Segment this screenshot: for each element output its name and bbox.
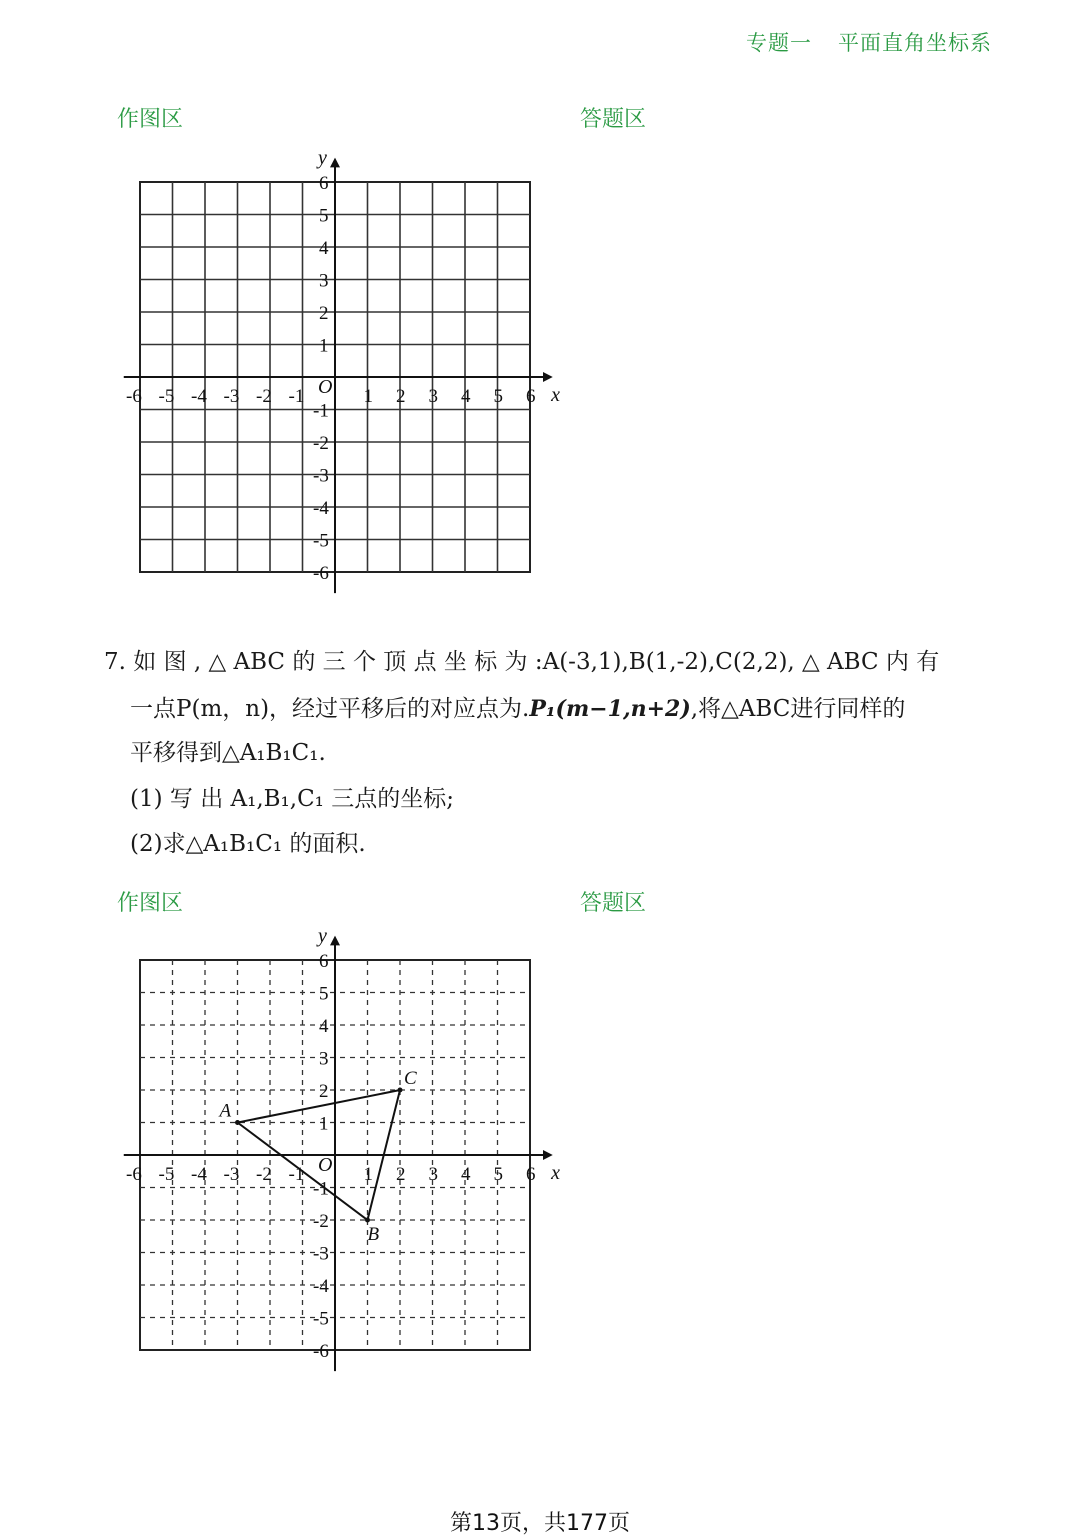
y-tick-label: -2 bbox=[313, 1211, 329, 1232]
x-tick-label: -6 bbox=[126, 386, 142, 407]
question-7-subquestion-2: (2)求△A₁B₁C₁ 的面积. bbox=[130, 831, 366, 857]
y-tick-label: -4 bbox=[313, 1276, 329, 1297]
y-tick-label: -6 bbox=[313, 1341, 329, 1362]
y-tick-label: 1 bbox=[319, 1113, 329, 1135]
x-tick-label: -3 bbox=[223, 386, 240, 407]
question-7-line-2-text-a: 一点P(m，n)，经过平移后的对应点为. bbox=[130, 696, 530, 722]
y-axis-label: y bbox=[318, 147, 327, 170]
translated-point-formula: P₁(m−1,n+2) bbox=[529, 696, 691, 722]
draw-area-label: 作图区 bbox=[117, 107, 184, 132]
x-tick-label: 6 bbox=[526, 386, 536, 407]
x-axis-label: x bbox=[551, 384, 561, 406]
y-tick-label: 5 bbox=[319, 205, 329, 227]
x-tick-label: 3 bbox=[428, 1164, 438, 1185]
y-tick-label: 3 bbox=[319, 270, 329, 292]
y-tick-label: 6 bbox=[319, 173, 329, 194]
question-7-subquestion-1: (1) 写 出 A₁,B₁,C₁ 三点的坐标; bbox=[130, 786, 454, 812]
vertex-label: C bbox=[404, 1068, 417, 1089]
y-tick-label: 5 bbox=[319, 983, 329, 1005]
x-tick-label: 4 bbox=[461, 386, 471, 407]
x-tick-label: 5 bbox=[493, 386, 503, 407]
x-tick-label: -2 bbox=[256, 386, 272, 407]
x-tick-label: 3 bbox=[428, 386, 438, 407]
vertex-point bbox=[365, 1218, 370, 1223]
vertex-point bbox=[398, 1088, 403, 1093]
x-tick-label: 2 bbox=[396, 386, 406, 407]
x-tick-label: -4 bbox=[191, 386, 207, 407]
vertex-label: A bbox=[219, 1100, 232, 1122]
y-tick-label: 4 bbox=[319, 238, 329, 259]
y-tick-label: 3 bbox=[319, 1048, 329, 1070]
y-tick-label: -5 bbox=[313, 530, 329, 552]
question-7-line-3: 平移得到△A₁B₁C₁. bbox=[130, 740, 326, 766]
answer-area-label: 答题区 bbox=[580, 107, 647, 132]
y-tick-label: 4 bbox=[319, 1016, 329, 1037]
draw-area-label-2: 作图区 bbox=[117, 891, 184, 916]
y-tick-label: -3 bbox=[313, 465, 329, 487]
y-tick-label: -4 bbox=[313, 498, 329, 519]
x-tick-label: -1 bbox=[288, 1164, 305, 1185]
y-axis-label: y bbox=[318, 925, 327, 948]
x-tick-label: 1 bbox=[363, 386, 373, 407]
header-title: 平面直角坐标系 bbox=[838, 31, 992, 55]
x-axis-label: x bbox=[551, 1162, 561, 1184]
x-tick-label: -5 bbox=[158, 1164, 175, 1185]
x-tick-label: 6 bbox=[526, 1164, 536, 1185]
x-axis-arrow bbox=[543, 1150, 553, 1160]
question-7-line-2-text-b: ,将△ABC进行同样的 bbox=[690, 696, 906, 722]
y-tick-label: 2 bbox=[319, 1081, 329, 1102]
x-tick-label: -4 bbox=[191, 1164, 207, 1185]
y-tick-label: 2 bbox=[319, 303, 329, 324]
vertex-point bbox=[235, 1120, 240, 1125]
y-tick-label: -3 bbox=[313, 1243, 329, 1265]
y-tick-label: -1 bbox=[313, 400, 329, 422]
y-axis-arrow bbox=[330, 936, 340, 946]
answer-area-label-2: 答题区 bbox=[580, 891, 647, 916]
y-tick-label: 6 bbox=[319, 951, 329, 972]
y-tick-label: -5 bbox=[313, 1308, 329, 1330]
x-tick-label: -3 bbox=[223, 1164, 240, 1185]
x-tick-label: -1 bbox=[288, 386, 305, 407]
x-tick-label: 1 bbox=[363, 1164, 373, 1185]
x-tick-label: -6 bbox=[126, 1164, 142, 1185]
origin-label: O bbox=[318, 376, 333, 398]
x-tick-label: -2 bbox=[256, 1164, 272, 1185]
x-tick-label: -5 bbox=[158, 386, 175, 407]
question-7-line-1: 7. 如 图 , △ ABC 的 三 个 顶 点 坐 标 为 :A(-3,1),B(1,-2),C(2,2), △ ABC 内 有 bbox=[104, 649, 940, 675]
y-tick-label: -1 bbox=[313, 1178, 329, 1200]
y-tick-label: -6 bbox=[313, 563, 329, 584]
header-topic: 专题一 bbox=[746, 31, 812, 55]
x-tick-label: 2 bbox=[396, 1164, 406, 1185]
page-footer: 第13页，共177页 bbox=[450, 1511, 630, 1536]
vertex-label: B bbox=[367, 1224, 380, 1245]
y-tick-label: 1 bbox=[319, 335, 329, 357]
y-tick-label: -2 bbox=[313, 433, 329, 454]
origin-label: O bbox=[318, 1154, 333, 1176]
x-tick-label: 4 bbox=[461, 1164, 471, 1185]
x-tick-label: 5 bbox=[493, 1164, 503, 1185]
